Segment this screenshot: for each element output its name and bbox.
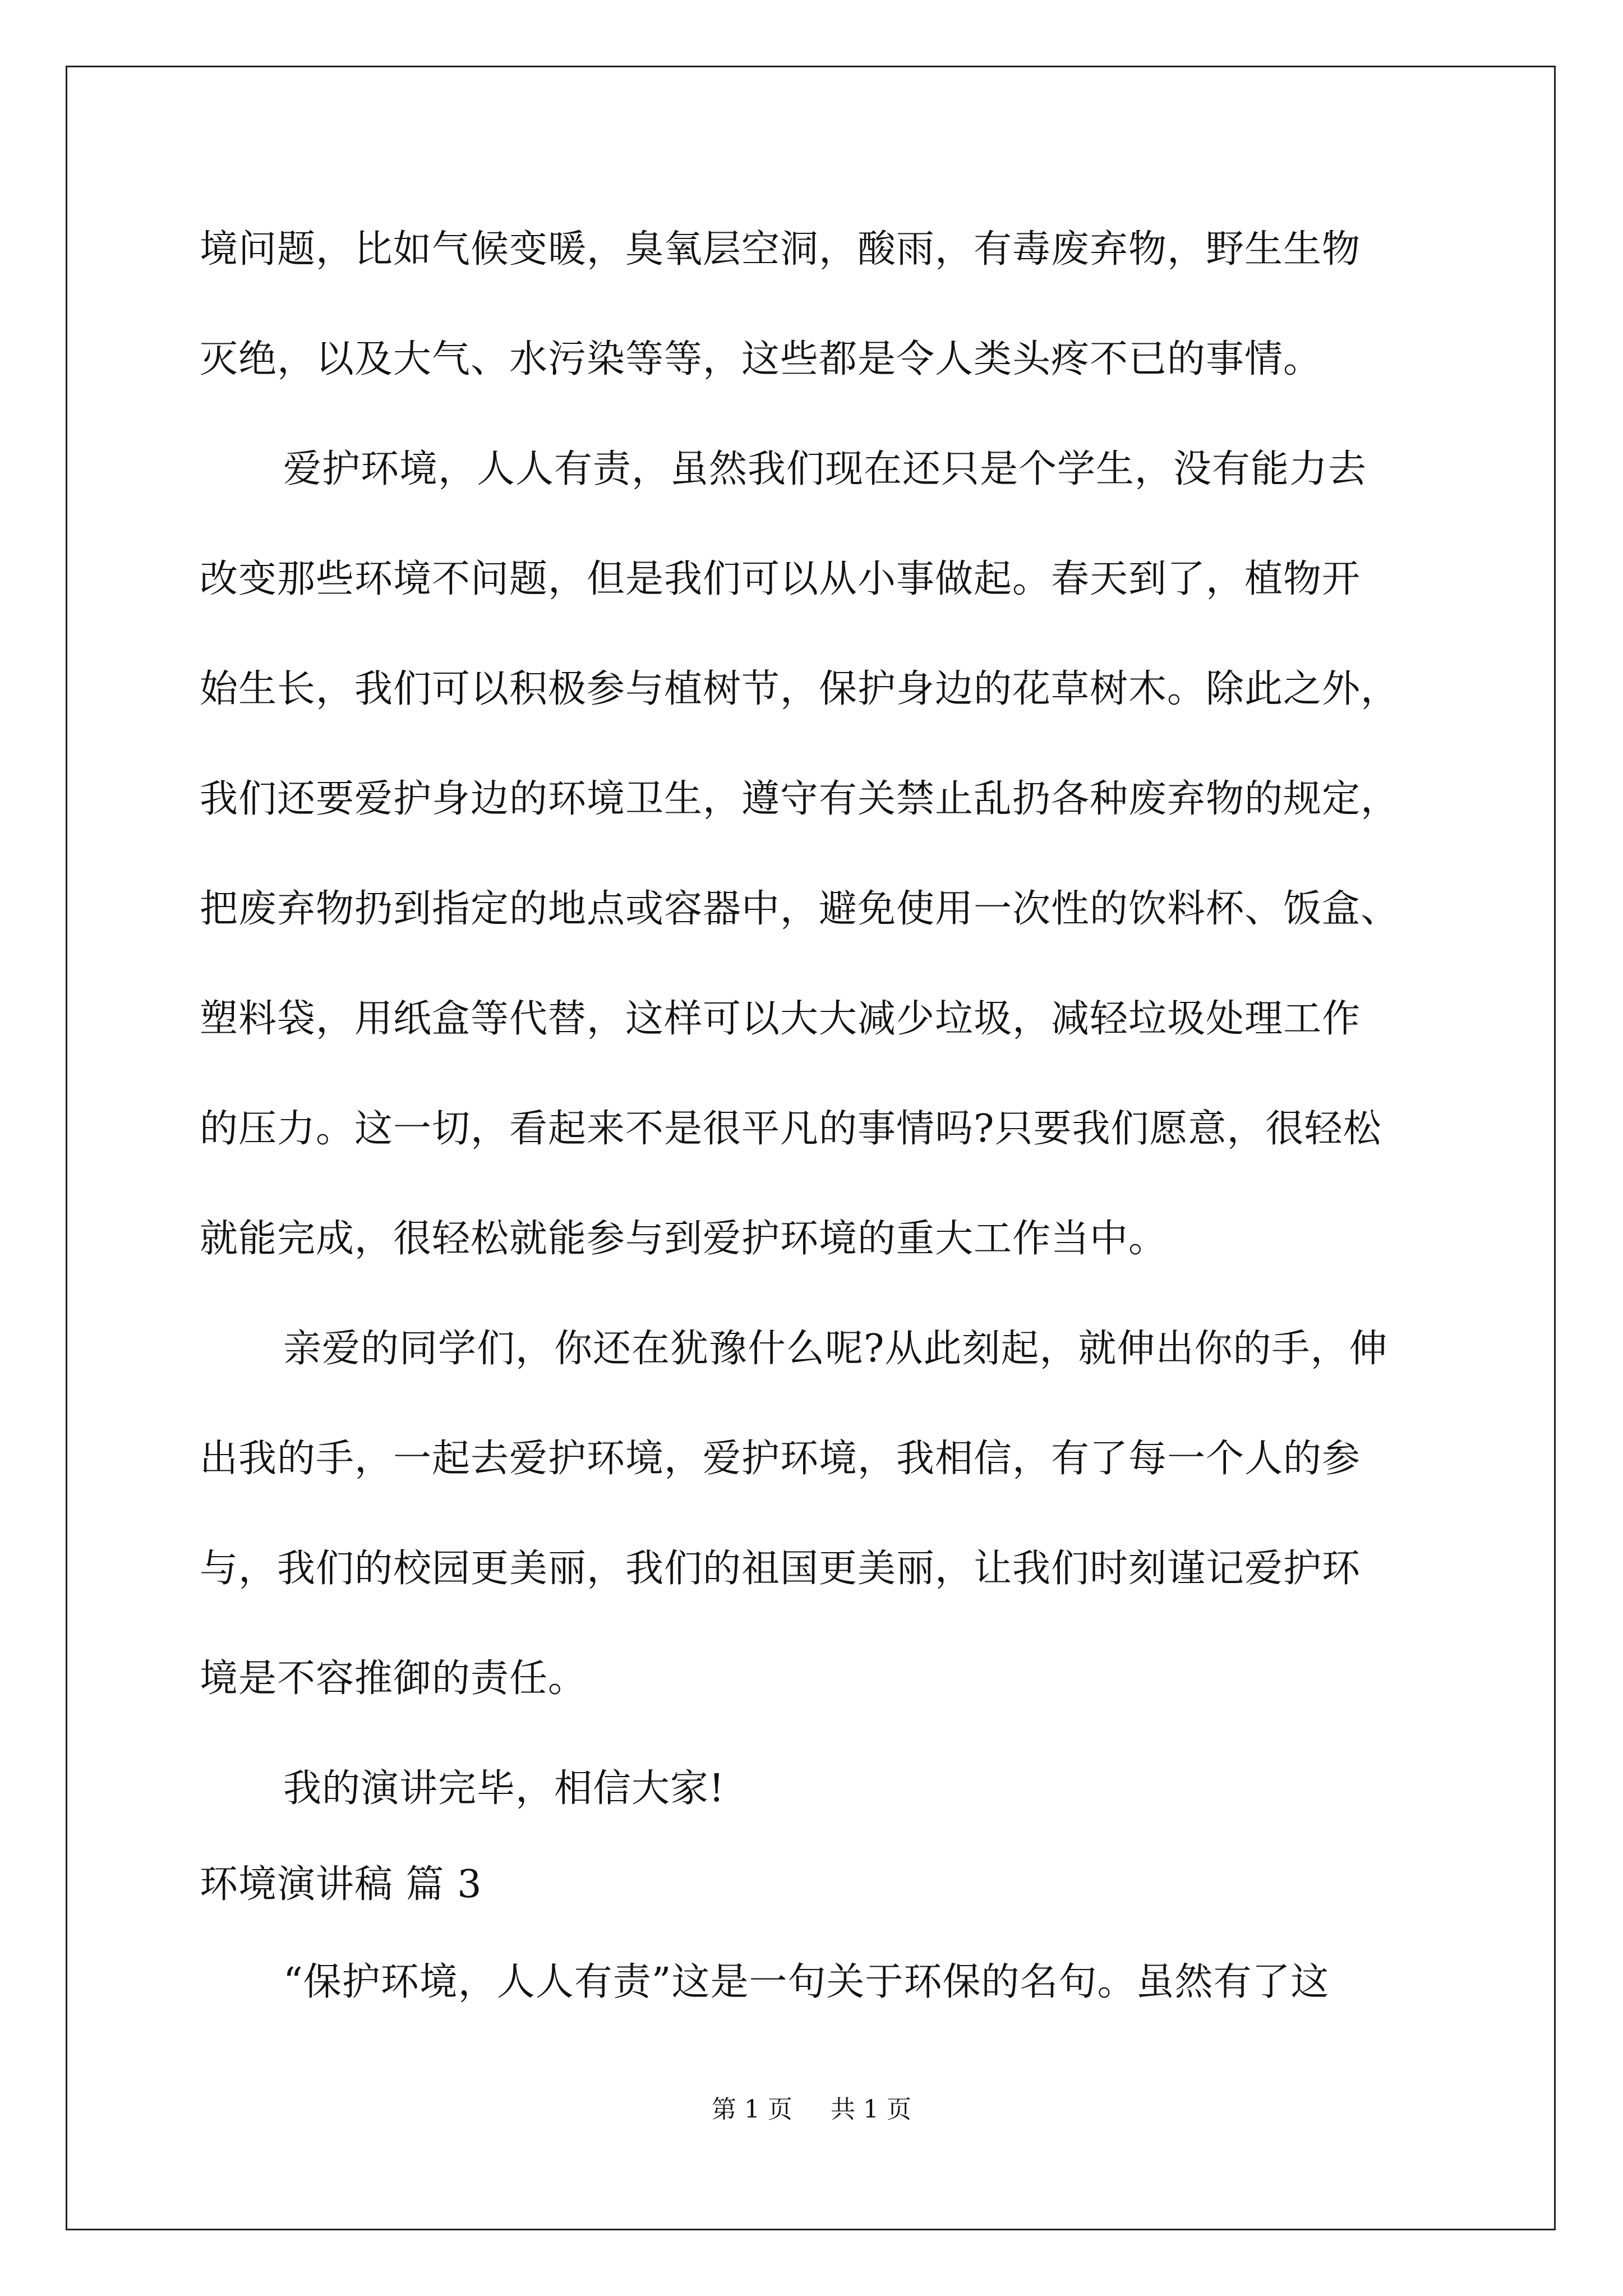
section-heading: 环境演讲稿 篇 3 bbox=[200, 1862, 482, 1907]
paragraph-line: 爱护环境，人人有责，虽然我们现在还只是个学生，没有能力去 bbox=[283, 447, 1367, 491]
paragraph-line: 改变那些环境不问题，但是我们可以从小事做起。春天到了，植物开 bbox=[200, 557, 1361, 601]
paragraph-line: 出我的手，一起去爱护环境，爱护环境，我相信，有了每一个人的参 bbox=[200, 1437, 1361, 1481]
paragraph-line: 的压力。这一切，看起来不是很平凡的事情吗?只要我们愿意，很轻松 bbox=[200, 1107, 1382, 1151]
paragraph-line: 把废弃物扔到指定的地点或容器中，避免使用一次性的饮料杯、饭盒、 bbox=[200, 887, 1400, 931]
paragraph-line: 亲爱的同学们，你还在犹豫什么呢?从此刻起，就伸出你的手，伸 bbox=[283, 1327, 1388, 1371]
page-total: 共 1 页 bbox=[831, 2095, 911, 2124]
paragraph-line: 境是不容推御的责任。 bbox=[200, 1657, 587, 1701]
paragraph-line: 我的演讲完毕，相信大家! bbox=[283, 1766, 725, 1811]
paragraph-line: 始生长，我们可以积极参与植树节，保护身边的花草树木。除此之外， bbox=[200, 667, 1400, 711]
paragraph-line: 境问题，比如气候变暖，臭氧层空洞，酸雨，有毒废弃物，野生生物 bbox=[200, 227, 1361, 272]
paragraph-line: 就能完成，很轻松就能参与到爱护环境的重大工作当中。 bbox=[200, 1217, 1168, 1261]
paragraph-line: 塑料袋，用纸盒等代替，这样可以大大减少垃圾，减轻垃圾处理工作 bbox=[200, 997, 1361, 1041]
paragraph-line: “保护环境，人人有责”这是一句关于环保的名句。虽然有了这 bbox=[283, 1960, 1330, 2004]
page-footer bbox=[0, 2094, 1623, 2125]
page-number: 第 1 页 bbox=[712, 2095, 792, 2124]
paragraph-line: 我们还要爱护身边的环境卫生，遵守有关禁止乱扔各种废弃物的规定， bbox=[200, 777, 1400, 821]
paragraph-line: 与，我们的校园更美丽，我们的祖国更美丽，让我们时刻谨记爱护环 bbox=[200, 1547, 1361, 1591]
paragraph-line: 灭绝，以及大气、水污染等等，这些都是令人类头疼不已的事情。 bbox=[200, 337, 1322, 381]
